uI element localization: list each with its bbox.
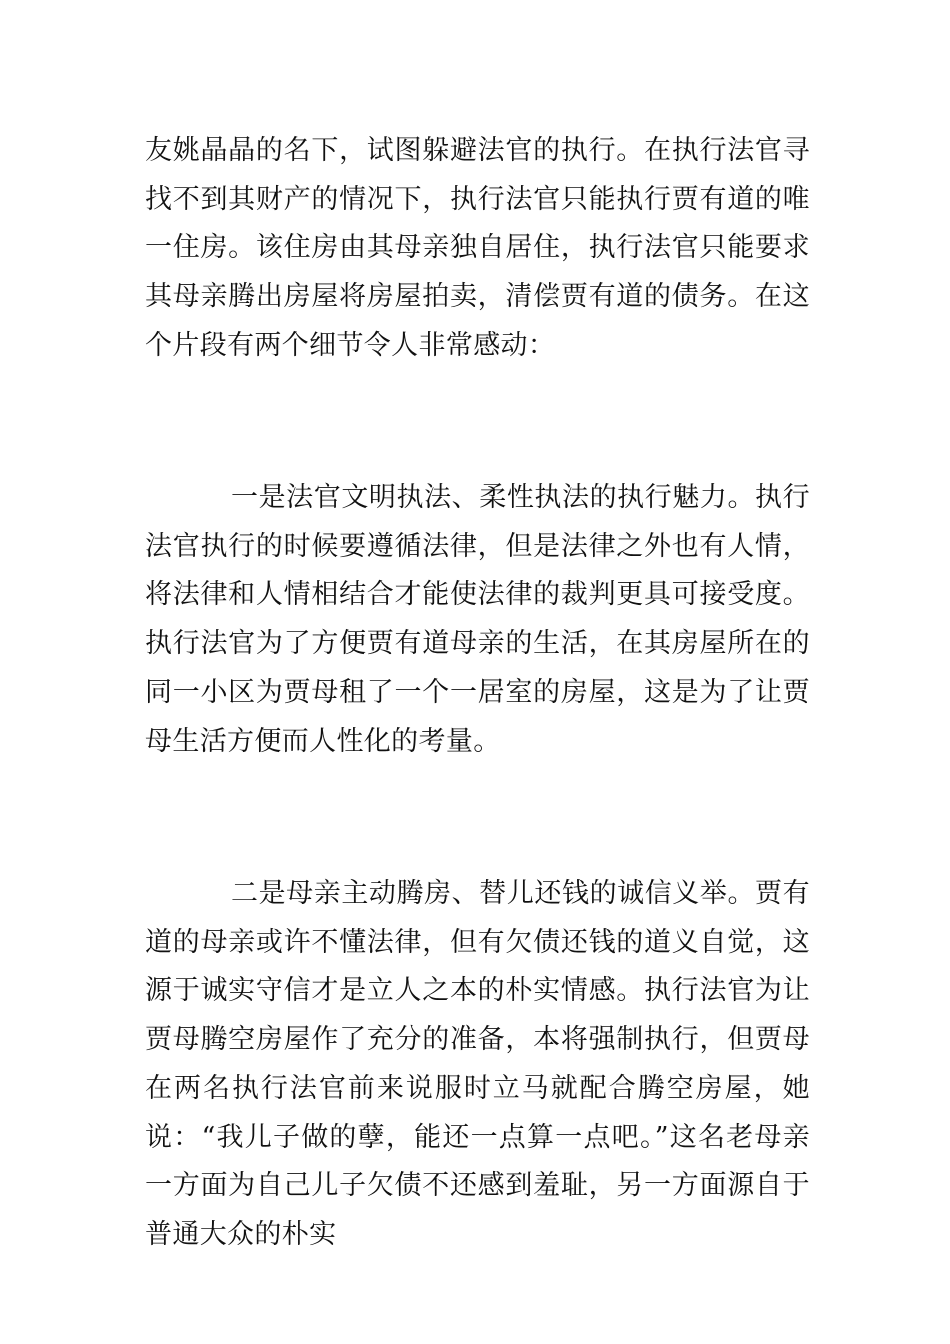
paragraph-second-point: 二是母亲主动腾房、替儿还钱的诚信义举。贾有道的母亲或许不懂法律，但有欠债还钱的道义自觉，这源于诚实守信才是立人之本的朴实情感。执行法官为让贾母腾空房屋作了充分的准备，本将强制执行，但贾母在两名执行法官前来说服时立马就配合腾空房屋，她说：“我儿子做的孽，能还一点算一点吧。”这名老母亲一方面为自己儿子欠债不还感到羞耻，另一方面源自于普通大众的朴实 (145, 878, 810, 1250)
paragraph-continuation: 友姚晶晶的名下，试图躲避法官的执行。在执行法官寻找不到其财产的情况下，执行法官只能执行贾有道的唯一住房。该住房由其母亲独自居住，执行法官只能要求其母亲腾出房屋将房屋拍卖，清偿贾有道的债务。在这个片段有两个细节令人非常感动： (145, 135, 810, 361)
paragraph-first-point: 一是法官文明执法、柔性执法的执行魅力。执行法官执行的时候要遵循法律，但是法律之外也有人情，将法律和人情相结合才能使法律的裁判更具可接受度。执行法官为了方便贾有道母亲的生活，在其房屋所在的同一小区为贾母租了一个一居室的房屋，这是为了让贾母生活方便而人性化的考量。 (145, 482, 810, 757)
